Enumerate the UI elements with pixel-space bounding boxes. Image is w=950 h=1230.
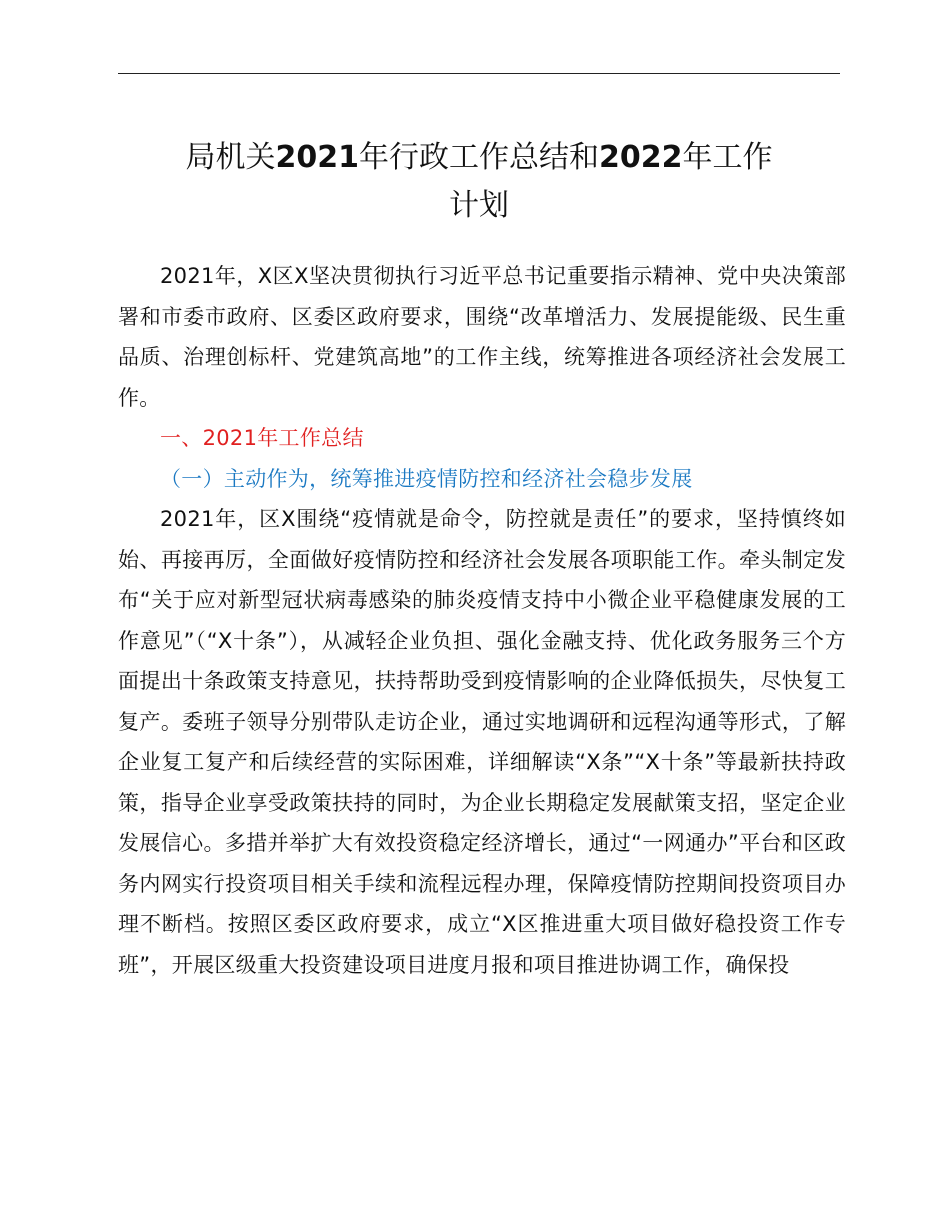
title-part-1: 局机关 <box>185 140 276 175</box>
title-part-4: 计划 <box>449 188 509 223</box>
subsection-heading-1: （一）主动作为，统筹推进疫情防控和经济社会稳步发展 <box>160 466 693 491</box>
title-part-3: 年工作 <box>682 140 773 175</box>
document-body <box>118 256 846 985</box>
header-rule <box>118 73 840 74</box>
title-part-2: 年行政工作总结和 <box>359 140 599 175</box>
document-title <box>118 134 840 230</box>
section-heading-1: 一、2021年工作总结 <box>160 426 364 450</box>
title-year-2022: 2022 <box>599 140 683 175</box>
body-paragraph: 2021年，区X围绕“疫情就是命令，防控就是责任”的要求，坚持慎终如始、再接再厉，全面做好疫情防控和经济社会发展各项职能工作。牵头制定发布“关于应对新型冠状病毒感染的肺炎疫情支持中小微企业平稳健康发展的工作意见”（“X十条”），从减轻企业负担、强化金融支持、优化政务服务三个方面提出十条政策支持意见，扶持帮助受到疫情影响的企业降低损失，尽快复工复产。委班子领导分别带队走访企业，通过实地调研和远程沟通等形式，了解企业复工复产和后续经营的实际困难，详细解读“X条”“X十条”等最新扶持政策，指导企业享受政策扶持的同时，为企业长期稳定发展献策支招，坚定企业发展信心。多措并举扩大有效投资稳定经济增长，通过“一网通办”平台和区政务内网实行投资项目相关手续和流程远程办理，保障疫情防控期间投资项目办理不断档。按照区委区政府要求，成立“X区推进重大项目做好稳投资工作专班”，开展区级重大投资建设项目进度月报和项目推进协调工作，确保投 <box>118 507 846 977</box>
intro-paragraph: 2021年，X区X坚决贯彻执行习近平总书记重要指示精神、党中央决策部署和市委市政府、区委区政府要求，围绕“改革增活力、发展提能级、民生重品质、治理创标杆、党建筑高地”的工作主线，统筹推进各项经济社会发展工作。 <box>118 264 846 410</box>
title-year-2021: 2021 <box>275 140 359 175</box>
